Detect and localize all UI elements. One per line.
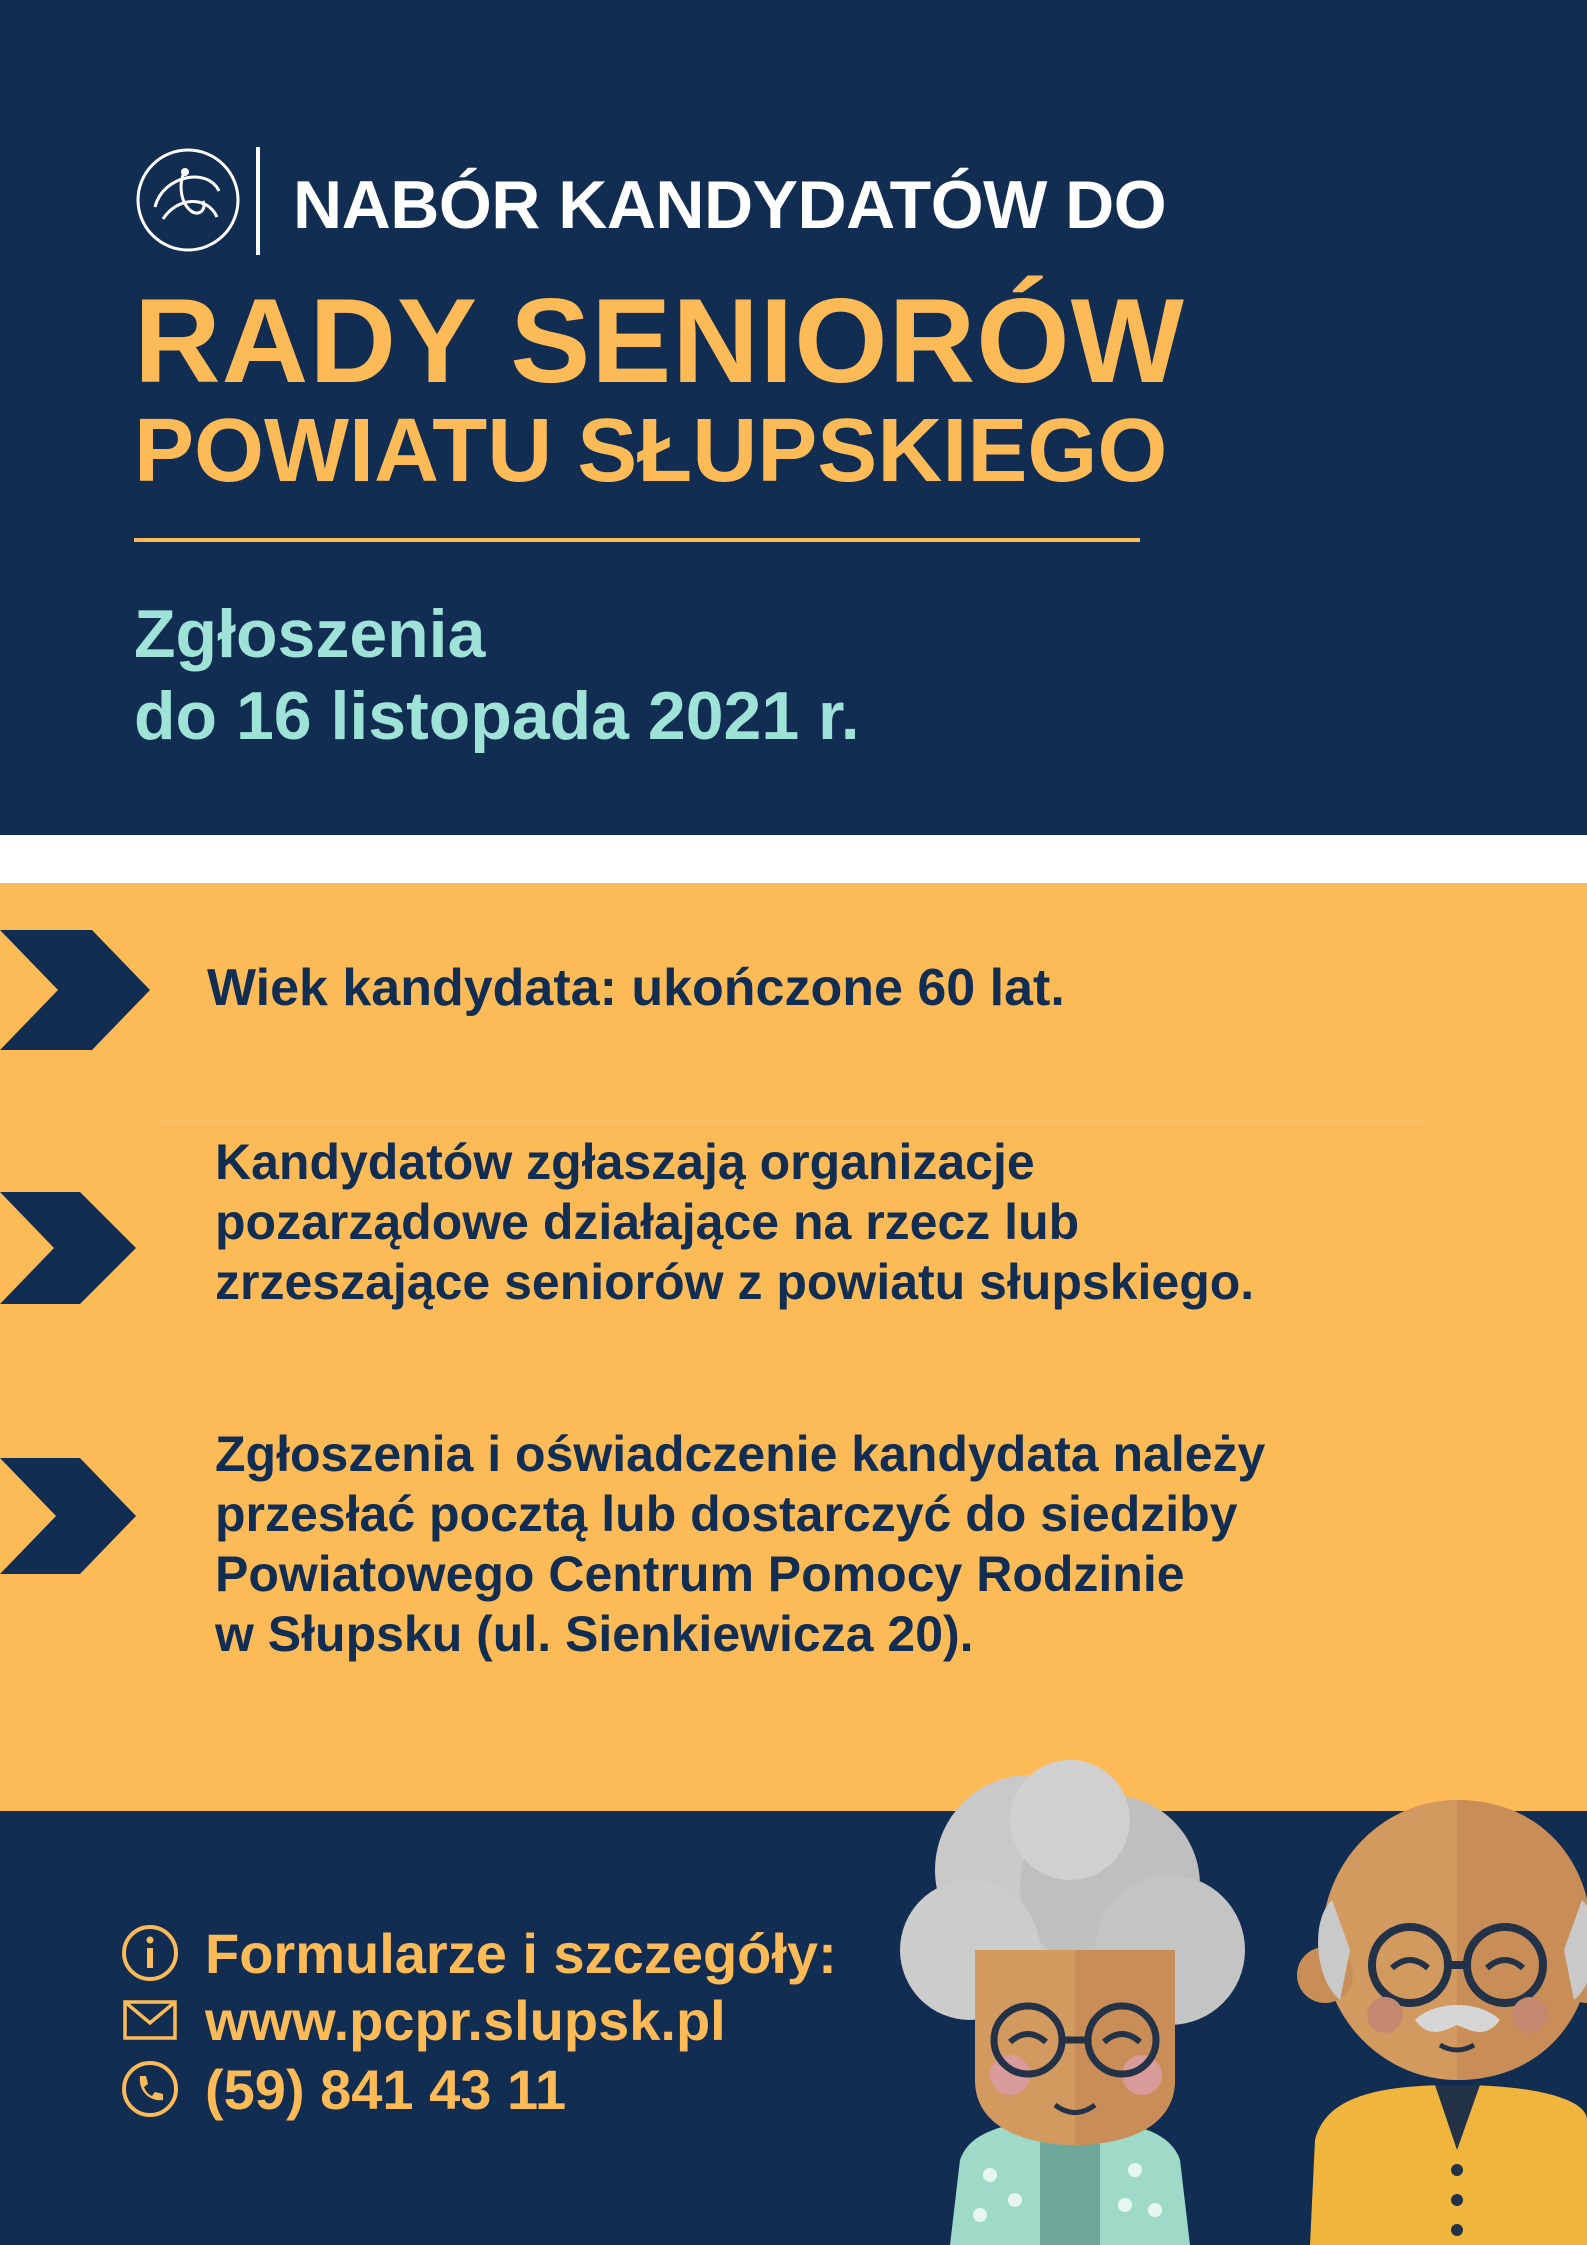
logo-emblem [133,145,243,255]
requirement-line: Wiek kandydata: ukończone 60 lat. [207,959,1065,1017]
requirement-line: w Słupsku (ul. Sienkiewicza 20). [215,1606,974,1662]
page-subtitle: POWIATU SŁUPSKIEGO [134,401,1168,501]
grandmother-figure [900,1760,1245,2245]
contact-website-row [117,1985,726,2055]
chevron-right-icon [0,930,150,1050]
contact-info-label: Formularze i szczegóły: [205,1921,837,1985]
requirement-line: pozarządowe działające na rzecz lub [215,1194,1080,1250]
deadline-text [134,593,860,757]
chevron-right-icon [0,1192,150,1312]
contact-phone: (59) 841 43 11 [205,2057,567,2121]
envelope-icon [117,1987,183,2053]
requirement-nominating [215,1132,1254,1312]
requirements-section [0,883,1587,1811]
requirement-line: Kandydatów zgłaszają organizacje [215,1134,1035,1190]
deadline-line-2: do 16 listopada 2021 r. [134,678,860,754]
header-divider [134,538,1140,542]
requirement-line: zrzeszające seniorów z powiatu słupskiego. [215,1254,1255,1310]
requirement-line: Powiatowego Centrum Pomocy Rodzinie [215,1546,1185,1602]
seniors-illustration [880,1700,1587,2245]
contact-info-row [117,1918,837,1988]
page-title: RADY SENIORÓW [134,274,1185,408]
grandfather-figure [1297,1800,1587,2245]
requirement-line: przesłać pocztą lub dostarczyć do siedziby [215,1486,1238,1542]
phone-icon [117,2056,183,2122]
info-icon [117,1920,183,1986]
header-kicker: NABÓR KANDYDATÓW DO [293,167,1167,243]
requirement-age [207,958,1065,1018]
chevron-right-icon [0,1458,150,1578]
contact-phone-row [117,2054,566,2124]
requirements-divider [160,1121,1425,1123]
requirement-line: Zgłoszenia i oświadczenie kandydata należy [215,1426,1266,1482]
logo-separator [256,147,260,255]
contact-website-link[interactable]: www.pcpr.slupsk.pl [205,1988,726,2052]
deadline-line-1: Zgłoszenia [134,596,486,672]
requirement-submission [215,1424,1265,1664]
white-gap [0,835,1587,883]
